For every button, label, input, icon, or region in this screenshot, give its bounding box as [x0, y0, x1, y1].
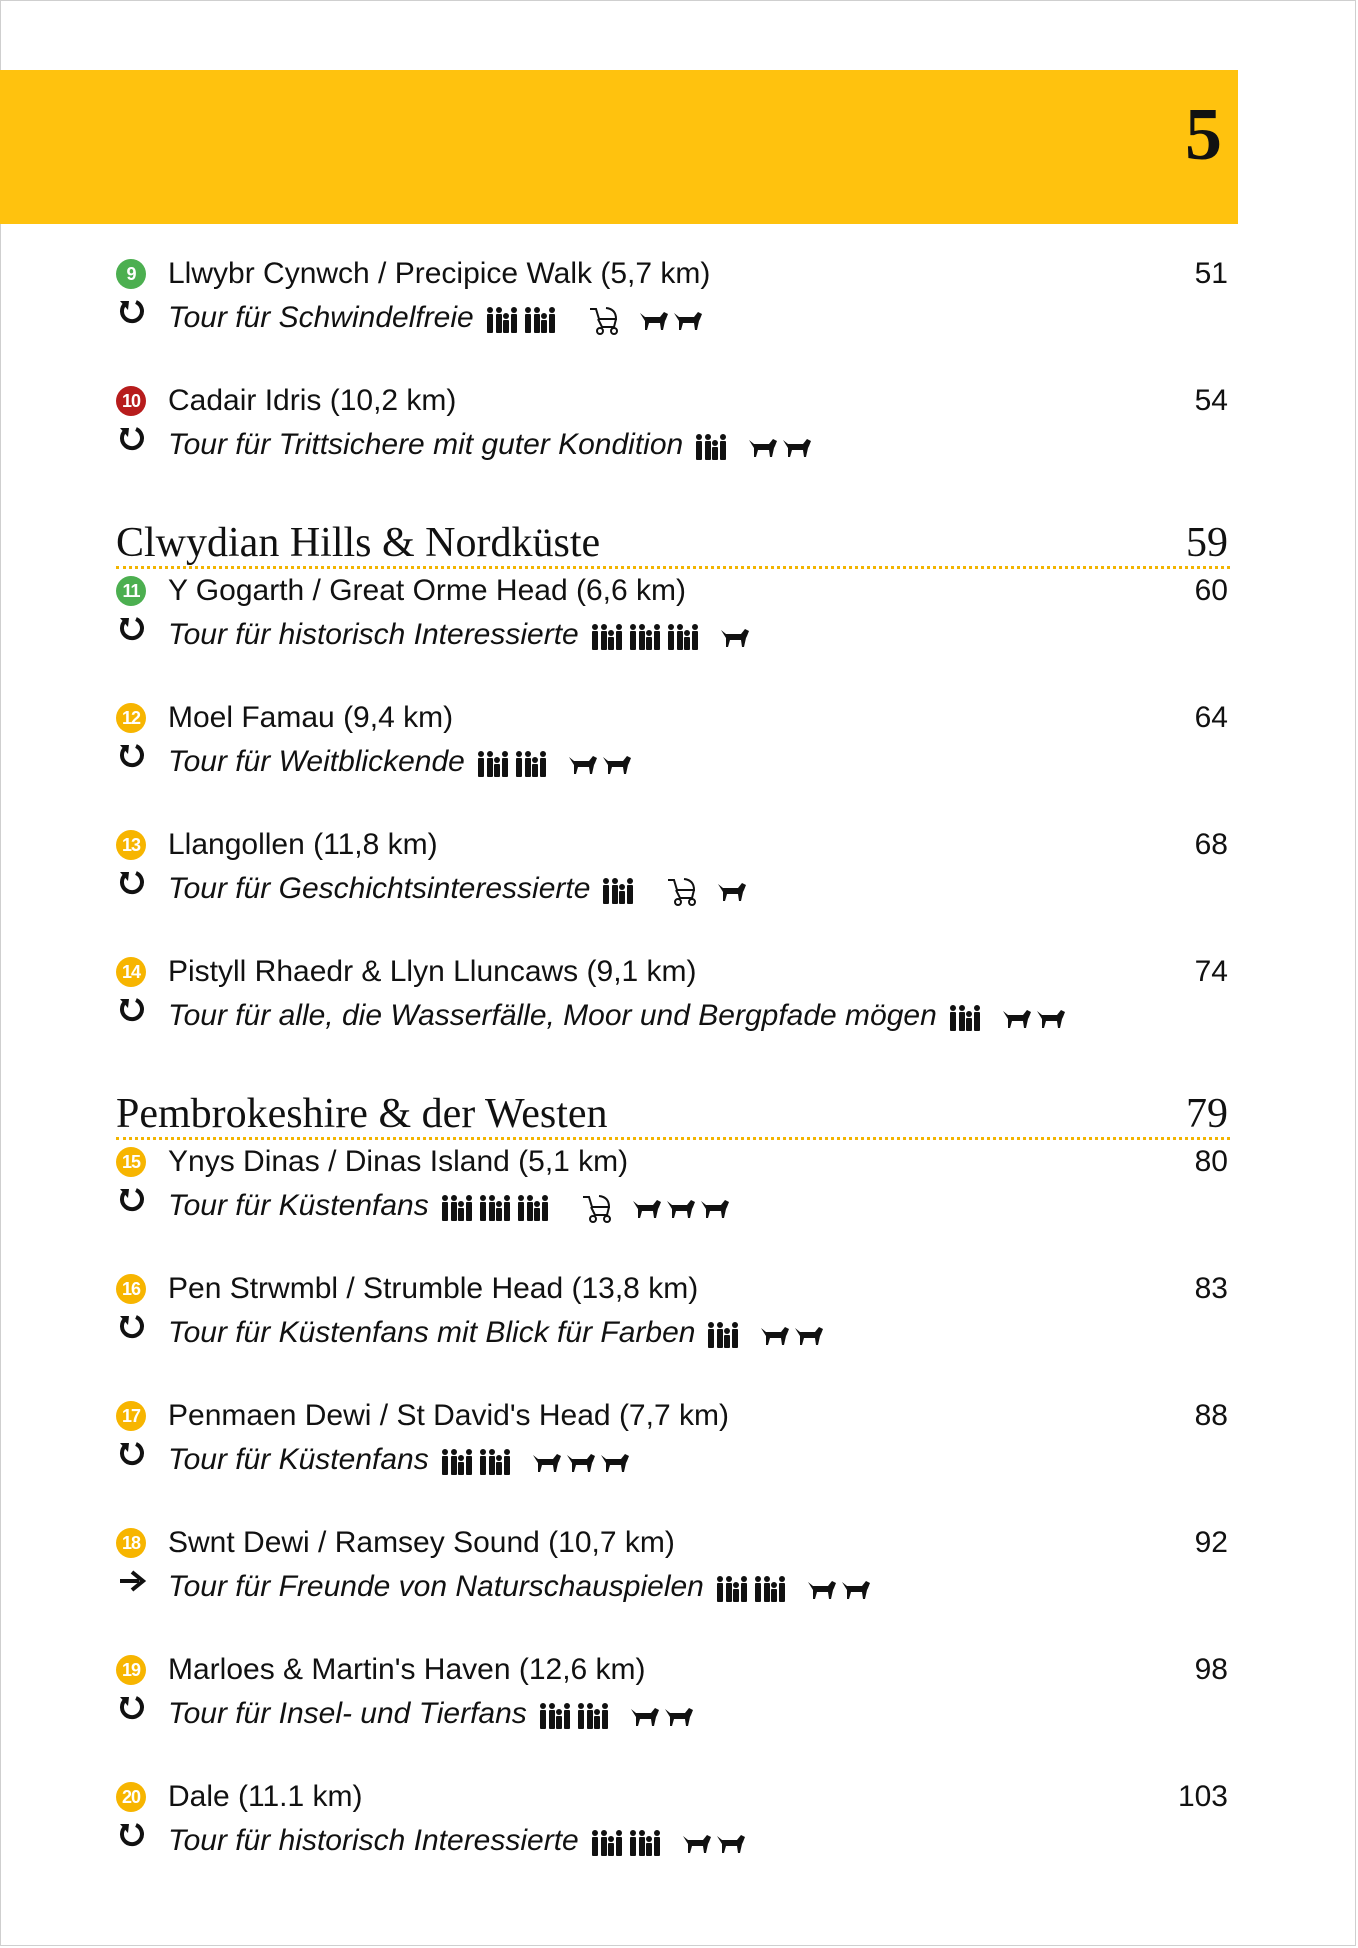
- loop-arrow-icon: [117, 1185, 147, 1215]
- dog-icon: [567, 752, 599, 776]
- difficulty-rating: [705, 1312, 741, 1356]
- family-icon: [665, 624, 701, 650]
- tour-number-badge: 17: [116, 1401, 146, 1431]
- pram-icon: [586, 305, 620, 335]
- tour-description: [168, 1692, 695, 1737]
- family-icon: [537, 1703, 573, 1729]
- difficulty-rating: [693, 424, 729, 468]
- route-type-icon: [116, 994, 148, 1038]
- route-type-icon: [116, 1184, 148, 1228]
- difficulty-rating: [439, 1185, 551, 1229]
- family-icon: [705, 1322, 741, 1348]
- toc-entry[interactable]: [116, 823, 1230, 950]
- tour-number-badge: 13: [116, 830, 146, 860]
- section-heading-title: Pembrokeshire & der Westen: [116, 1091, 608, 1137]
- section-heading: [116, 1091, 1230, 1140]
- tour-title[interactable]: Llwybr Cynwch / Precipice Walk (5,7 km): [168, 257, 711, 290]
- dog-icon: [599, 1450, 631, 1474]
- tour-number-badge: 18: [116, 1528, 146, 1558]
- loop-arrow-icon: [117, 424, 147, 454]
- toc-entry[interactable]: [116, 1521, 1230, 1648]
- entry-title-line: [116, 1140, 1230, 1184]
- loop-arrow-icon: [117, 1439, 147, 1469]
- pram-icon: [664, 876, 698, 906]
- tour-description: [168, 1438, 631, 1483]
- toc-entry[interactable]: [116, 379, 1230, 506]
- dog-icon: [699, 1196, 731, 1220]
- pram-icon: [579, 1193, 613, 1223]
- loop-arrow-icon: [117, 868, 147, 898]
- tour-page-number[interactable]: 51: [1194, 257, 1228, 290]
- dog-icon: [531, 1450, 563, 1474]
- entry-description-line: [116, 1819, 1230, 1863]
- tour-page-number[interactable]: 54: [1194, 384, 1228, 417]
- family-icon: [627, 1830, 663, 1856]
- tour-description: [168, 1184, 731, 1229]
- route-type-icon: [116, 1819, 148, 1863]
- entry-title-line: [116, 696, 1230, 740]
- tour-title[interactable]: Moel Famau (9,4 km): [168, 701, 454, 734]
- route-type-icon: [116, 1692, 148, 1736]
- dog-icon: [631, 1196, 663, 1220]
- tour-page-number[interactable]: 64: [1194, 701, 1228, 734]
- tour-number-badge: 12: [116, 703, 146, 733]
- toc-entry[interactable]: [116, 1775, 1230, 1865]
- entry-description-line: [116, 1692, 1230, 1736]
- toc-entry[interactable]: [116, 1648, 1230, 1775]
- route-type-icon: [116, 296, 148, 340]
- difficulty-rating: [439, 1439, 513, 1483]
- tour-number-badge: 14: [116, 957, 146, 987]
- dog-icon: [793, 1323, 825, 1347]
- dog-icon: [719, 625, 751, 649]
- family-icon: [589, 1830, 625, 1856]
- tour-title[interactable]: Pen Strwmbl / Strumble Head (13,8 km): [168, 1272, 699, 1305]
- family-icon: [439, 1195, 475, 1221]
- dog-icon: [663, 1704, 695, 1728]
- family-icon: [627, 624, 663, 650]
- toc-entry[interactable]: [116, 1140, 1230, 1267]
- tour-title[interactable]: Cadair Idris (10,2 km): [168, 384, 457, 417]
- dog-icon: [672, 308, 704, 332]
- tour-page-number[interactable]: 98: [1194, 1653, 1228, 1686]
- difficulty-rating: [947, 995, 983, 1039]
- pram-suitable: [646, 868, 698, 912]
- tour-title[interactable]: Y Gogarth / Great Orme Head (6,6 km): [168, 574, 686, 607]
- entry-description-line: [116, 1565, 1230, 1609]
- tour-description: [168, 1311, 825, 1356]
- tour-description-text: Tour für Geschichtsinteressierte: [168, 872, 591, 905]
- loop-arrow-icon: [117, 1820, 147, 1850]
- family-icon: [714, 1576, 750, 1602]
- chapter-number: 5: [1185, 94, 1222, 176]
- entry-description-line: [116, 867, 1230, 911]
- tour-description: [168, 867, 748, 912]
- loop-arrow-icon: [117, 1693, 147, 1723]
- entry-title-line: [116, 1394, 1230, 1438]
- tour-number-badge: 10: [116, 386, 146, 416]
- dog-icon: [629, 1704, 661, 1728]
- loop-arrow-icon: [117, 614, 147, 644]
- route-type-icon: [116, 1311, 148, 1355]
- tour-description: [168, 296, 704, 341]
- entry-description-line: [116, 613, 1230, 657]
- entry-description-line: [116, 423, 1230, 467]
- tour-page-number[interactable]: 88: [1194, 1399, 1228, 1432]
- tour-description-text: Tour für Weitblickende: [168, 745, 465, 778]
- entry-description-line: [116, 740, 1230, 784]
- tour-description-text: Tour für Trittsichere mit guter Kondition: [168, 428, 684, 461]
- difficulty-rating: [714, 1566, 788, 1610]
- family-icon: [477, 1195, 513, 1221]
- tour-description: [168, 423, 813, 468]
- toc-entry[interactable]: [116, 1394, 1230, 1521]
- dog-rating: [759, 1312, 825, 1356]
- tour-description: [168, 994, 1067, 1039]
- tour-title[interactable]: Pistyll Rhaedr & Llyn Lluncaws (9,1 km): [168, 955, 697, 988]
- tour-description-text: Tour für alle, die Wasserfälle, Moor und Bergpfade mögen: [168, 999, 937, 1032]
- chapter-header-band: [0, 70, 1238, 224]
- tour-title[interactable]: Swnt Dewi / Ramsey Sound (10,7 km): [168, 1526, 675, 1559]
- difficulty-rating: [484, 297, 558, 341]
- toc-entry[interactable]: [116, 1267, 1230, 1394]
- tour-description: [168, 1565, 872, 1610]
- dog-icon: [806, 1577, 838, 1601]
- dog-rating: [631, 1185, 731, 1229]
- tour-description-text: Tour für Küstenfans: [168, 1443, 429, 1476]
- dog-rating: [747, 424, 813, 468]
- dog-icon: [638, 308, 670, 332]
- dog-rating: [681, 1820, 747, 1864]
- toc-entry[interactable]: [116, 569, 1230, 696]
- tour-number-badge: 16: [116, 1274, 146, 1304]
- tour-description-text: Tour für historisch Interessierte: [168, 1824, 579, 1857]
- route-type-icon: [116, 423, 148, 467]
- pram-suitable: [568, 297, 620, 341]
- difficulty-rating: [537, 1693, 611, 1737]
- entry-title-line: [116, 569, 1230, 613]
- right-arrow-icon: [117, 1566, 147, 1596]
- entry-title-line: [116, 252, 1230, 296]
- dog-icon: [747, 435, 779, 459]
- tour-number-badge: 15: [116, 1147, 146, 1177]
- tour-description: [168, 613, 751, 658]
- dog-icon: [1035, 1006, 1067, 1030]
- dog-icon: [681, 1831, 713, 1855]
- route-type-icon: [116, 613, 148, 657]
- tour-page-number[interactable]: 60: [1194, 574, 1228, 607]
- tour-title[interactable]: Dale (11.1 km): [168, 1780, 363, 1813]
- dog-icon: [759, 1323, 791, 1347]
- toc-entry[interactable]: [116, 252, 1230, 379]
- route-type-icon: [116, 740, 148, 784]
- tour-page-number[interactable]: 83: [1194, 1272, 1228, 1305]
- tour-title[interactable]: Marloes & Martin's Haven (12,6 km): [168, 1653, 646, 1686]
- tour-page-number[interactable]: 103: [1177, 1780, 1228, 1813]
- dog-icon: [1001, 1006, 1033, 1030]
- toc-entry[interactable]: [116, 696, 1230, 823]
- family-icon: [575, 1703, 611, 1729]
- tour-description-text: Tour für Küstenfans: [168, 1189, 429, 1222]
- entry-title-line: [116, 1648, 1230, 1692]
- tour-number-badge: 19: [116, 1655, 146, 1685]
- family-icon: [475, 751, 511, 777]
- dog-rating: [806, 1566, 872, 1610]
- family-icon: [752, 1576, 788, 1602]
- tour-description-text: Tour für Insel- und Tierfans: [168, 1697, 527, 1730]
- dog-rating: [531, 1439, 631, 1483]
- tour-title[interactable]: Ynys Dinas / Dinas Island (5,1 km): [168, 1145, 629, 1178]
- dog-icon: [601, 752, 633, 776]
- section-page-number: 79: [1186, 1091, 1228, 1137]
- dog-rating: [638, 297, 704, 341]
- tour-page-number[interactable]: 68: [1194, 828, 1228, 861]
- family-icon: [947, 1005, 983, 1031]
- route-type-icon: [116, 1438, 148, 1482]
- tour-number-badge: 20: [116, 1782, 146, 1812]
- dog-icon: [781, 435, 813, 459]
- route-type-icon: [116, 867, 148, 911]
- family-icon: [477, 1449, 513, 1475]
- dog-rating: [1001, 995, 1067, 1039]
- dog-icon: [715, 1831, 747, 1855]
- tour-description-text: Tour für Schwindelfreie: [168, 301, 474, 334]
- family-icon: [522, 307, 558, 333]
- family-icon: [589, 624, 625, 650]
- tour-page-number[interactable]: 74: [1194, 955, 1228, 988]
- difficulty-rating: [589, 614, 701, 658]
- dog-rating: [629, 1693, 695, 1737]
- dog-rating: [567, 741, 633, 785]
- loop-arrow-icon: [117, 995, 147, 1025]
- tour-description: [168, 1819, 747, 1864]
- tour-description-text: Tour für historisch Interessierte: [168, 618, 579, 651]
- family-icon: [515, 1195, 551, 1221]
- dog-icon: [565, 1450, 597, 1474]
- tour-number-badge: 11: [116, 576, 146, 606]
- difficulty-rating: [589, 1820, 663, 1864]
- table-of-contents: [116, 252, 1230, 1865]
- pram-suitable: [561, 1185, 613, 1229]
- family-icon: [484, 307, 520, 333]
- section-page-number: 59: [1186, 520, 1228, 566]
- entry-description-line: [116, 1438, 1230, 1482]
- family-icon: [693, 434, 729, 460]
- tour-page-number[interactable]: 92: [1194, 1526, 1228, 1559]
- route-type-icon: [116, 1565, 148, 1609]
- entry-description-line: [116, 994, 1230, 1038]
- entry-description-line: [116, 1311, 1230, 1355]
- tour-description: [168, 740, 633, 785]
- section-heading: [116, 520, 1230, 569]
- entry-description-line: [116, 296, 1230, 340]
- entry-title-line: [116, 950, 1230, 994]
- entry-title-line: [116, 379, 1230, 423]
- entry-title-line: [116, 1775, 1230, 1819]
- loop-arrow-icon: [117, 741, 147, 771]
- family-icon: [513, 751, 549, 777]
- entry-title-line: [116, 1521, 1230, 1565]
- toc-entry[interactable]: [116, 950, 1230, 1077]
- difficulty-rating: [600, 868, 636, 912]
- dog-rating: [719, 614, 751, 658]
- tour-page-number[interactable]: 80: [1194, 1145, 1228, 1178]
- loop-arrow-icon: [117, 297, 147, 327]
- tour-description-text: Tour für Freunde von Naturschauspielen: [168, 1570, 704, 1603]
- difficulty-rating: [475, 741, 549, 785]
- dog-rating: [716, 868, 748, 912]
- tour-number-badge: 9: [116, 259, 146, 289]
- tour-title[interactable]: Llangollen (11,8 km): [168, 828, 438, 861]
- family-icon: [439, 1449, 475, 1475]
- section-heading-title: Clwydian Hills & Nordküste: [116, 520, 601, 566]
- entry-description-line: [116, 1184, 1230, 1228]
- tour-title[interactable]: Penmaen Dewi / St David's Head (7,7 km): [168, 1399, 729, 1432]
- loop-arrow-icon: [117, 1312, 147, 1342]
- dog-icon: [665, 1196, 697, 1220]
- tour-description-text: Tour für Küstenfans mit Blick für Farben: [168, 1316, 696, 1349]
- dog-icon: [716, 879, 748, 903]
- entry-title-line: [116, 1267, 1230, 1311]
- entry-title-line: [116, 823, 1230, 867]
- dog-icon: [840, 1577, 872, 1601]
- family-icon: [600, 878, 636, 904]
